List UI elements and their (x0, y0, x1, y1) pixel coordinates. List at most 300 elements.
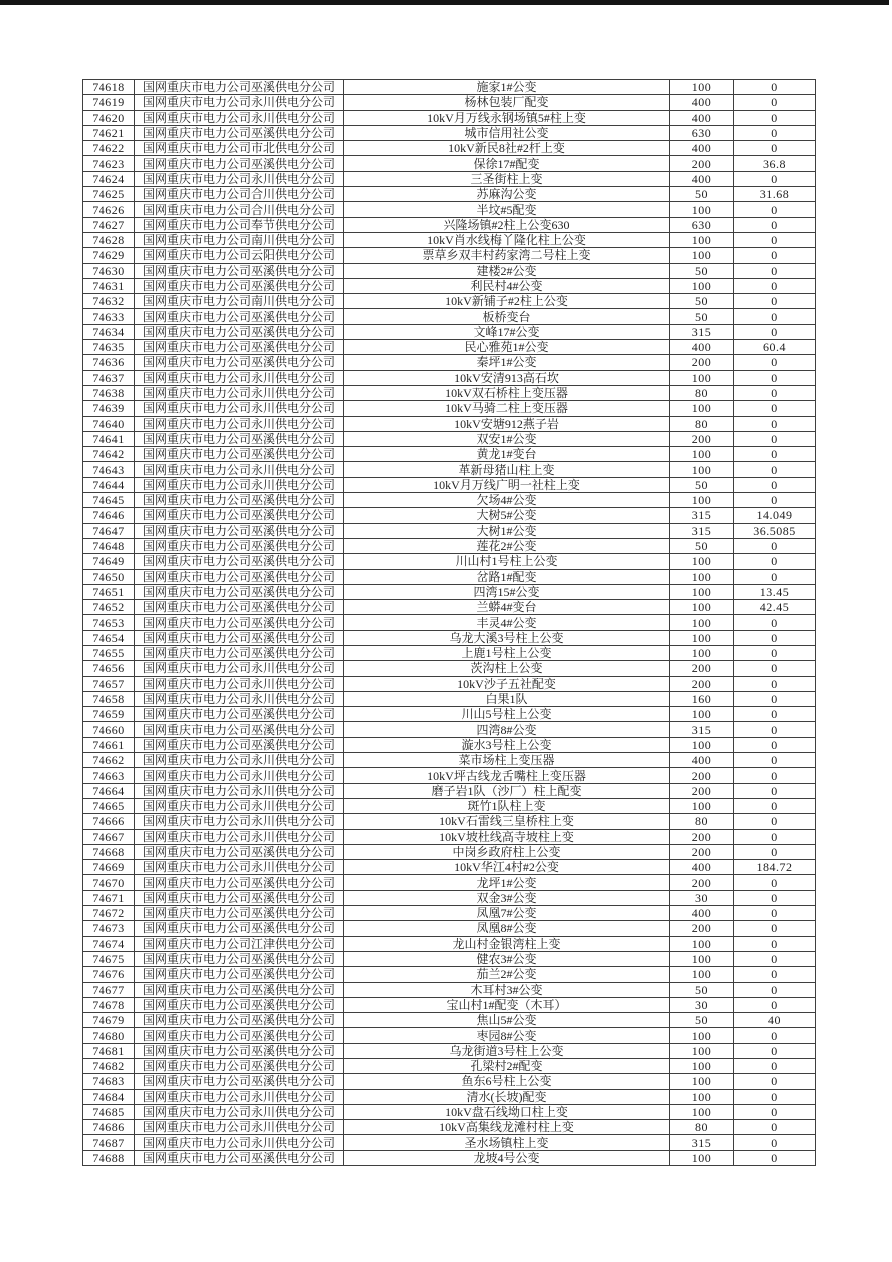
table-row (83, 676, 816, 691)
cell-transformer-name: 中岗乡政府柱上公变 (344, 844, 670, 859)
cell-record-id: 74649 (83, 554, 135, 569)
cell-value: 0 (734, 844, 816, 859)
cell-company: 国网重庆市电力公司巫溪供电分公司 (135, 844, 344, 859)
cell-record-id: 74639 (83, 401, 135, 416)
cell-value: 0 (734, 95, 816, 110)
cell-capacity: 200 (670, 783, 734, 798)
cell-company: 国网重庆市电力公司巫溪供电分公司 (135, 508, 344, 523)
table-row (83, 447, 816, 462)
table-row (83, 722, 816, 737)
cell-capacity: 50 (670, 982, 734, 997)
cell-record-id: 74619 (83, 95, 135, 110)
cell-value: 0 (734, 921, 816, 936)
table-row (83, 493, 816, 508)
table-row (83, 875, 816, 890)
table-row (83, 921, 816, 936)
table-row (83, 569, 816, 584)
cell-value: 0 (734, 1150, 816, 1165)
table-row (83, 110, 816, 125)
cell-transformer-name: 茨沟柱上公变 (344, 661, 670, 676)
cell-capacity: 100 (670, 1043, 734, 1058)
cell-transformer-name: 黄龙1#变台 (344, 447, 670, 462)
cell-transformer-name: 乌龙街道3号柱上公变 (344, 1043, 670, 1058)
cell-value: 0 (734, 431, 816, 446)
cell-company: 国网重庆市电力公司江津供电分公司 (135, 936, 344, 951)
table-row (83, 707, 816, 722)
cell-value: 0 (734, 661, 816, 676)
cell-company: 国网重庆市电力公司巫溪供电分公司 (135, 982, 344, 997)
cell-value: 13.45 (734, 584, 816, 599)
cell-transformer-name: 票草乡双丰村药家湾二号柱上变 (344, 248, 670, 263)
cell-company: 国网重庆市电力公司永川供电分公司 (135, 860, 344, 875)
table-row (83, 890, 816, 905)
table-row (83, 370, 816, 385)
cell-record-id: 74687 (83, 1135, 135, 1150)
cell-capacity: 100 (670, 493, 734, 508)
cell-record-id: 74668 (83, 844, 135, 859)
cell-value: 14.049 (734, 508, 816, 523)
cell-record-id: 74627 (83, 217, 135, 232)
cell-company: 国网重庆市电力公司永川供电分公司 (135, 95, 344, 110)
table-row (83, 798, 816, 813)
table-row (83, 416, 816, 431)
cell-record-id: 74618 (83, 80, 135, 95)
table-row (83, 600, 816, 615)
cell-capacity: 80 (670, 385, 734, 400)
cell-transformer-name: 圣水场镇柱上变 (344, 1135, 670, 1150)
cell-value: 0 (734, 890, 816, 905)
cell-record-id: 74658 (83, 691, 135, 706)
cell-capacity: 100 (670, 584, 734, 599)
table-row (83, 202, 816, 217)
cell-value: 0 (734, 232, 816, 247)
cell-record-id: 74620 (83, 110, 135, 125)
cell-capacity: 100 (670, 370, 734, 385)
cell-transformer-name: 秦坪1#公变 (344, 355, 670, 370)
cell-record-id: 74674 (83, 936, 135, 951)
cell-capacity: 100 (670, 936, 734, 951)
cell-capacity: 100 (670, 1074, 734, 1089)
cell-capacity: 400 (670, 95, 734, 110)
cell-transformer-name: 四湾15#公变 (344, 584, 670, 599)
cell-capacity: 200 (670, 355, 734, 370)
cell-capacity: 50 (670, 263, 734, 278)
cell-record-id: 74655 (83, 645, 135, 660)
cell-company: 国网重庆市电力公司云阳供电分公司 (135, 248, 344, 263)
cell-transformer-name: 欠场4#公变 (344, 493, 670, 508)
cell-capacity: 100 (670, 707, 734, 722)
table-row (83, 385, 816, 400)
cell-value: 0 (734, 110, 816, 125)
table-row (83, 1135, 816, 1150)
cell-value: 0 (734, 324, 816, 339)
cell-value: 0 (734, 722, 816, 737)
cell-record-id: 74671 (83, 890, 135, 905)
cell-transformer-name: 10kV安清913高石坎 (344, 370, 670, 385)
cell-company: 国网重庆市电力公司永川供电分公司 (135, 110, 344, 125)
cell-value: 0 (734, 401, 816, 416)
cell-record-id: 74684 (83, 1089, 135, 1104)
cell-company: 国网重庆市电力公司巫溪供电分公司 (135, 538, 344, 553)
cell-company: 国网重庆市电力公司永川供电分公司 (135, 370, 344, 385)
cell-value: 42.45 (734, 600, 816, 615)
cell-company: 国网重庆市电力公司巫溪供电分公司 (135, 340, 344, 355)
cell-record-id: 74660 (83, 722, 135, 737)
cell-record-id: 74641 (83, 431, 135, 446)
cell-record-id: 74638 (83, 385, 135, 400)
cell-transformer-name: 斑竹1队柱上变 (344, 798, 670, 813)
cell-company: 国网重庆市电力公司巫溪供电分公司 (135, 1074, 344, 1089)
cell-record-id: 74648 (83, 538, 135, 553)
cell-company: 国网重庆市电力公司永川供电分公司 (135, 753, 344, 768)
cell-capacity: 200 (670, 829, 734, 844)
cell-value: 0 (734, 1074, 816, 1089)
cell-record-id: 74682 (83, 1059, 135, 1074)
cell-transformer-name: 10kV月万线广明一社柱上变 (344, 477, 670, 492)
table-row (83, 783, 816, 798)
cell-record-id: 74651 (83, 584, 135, 599)
cell-transformer-name: 健农3#公变 (344, 951, 670, 966)
table-row (83, 171, 816, 186)
cell-transformer-name: 双金3#公变 (344, 890, 670, 905)
cell-company: 国网重庆市电力公司巫溪供电分公司 (135, 615, 344, 630)
cell-value: 0 (734, 554, 816, 569)
cell-capacity: 200 (670, 875, 734, 890)
cell-company: 国网重庆市电力公司永川供电分公司 (135, 462, 344, 477)
cell-capacity: 100 (670, 1104, 734, 1119)
transformer-table (82, 79, 816, 1166)
cell-company: 国网重庆市电力公司永川供电分公司 (135, 1120, 344, 1135)
cell-capacity: 400 (670, 906, 734, 921)
cell-value: 0 (734, 814, 816, 829)
cell-value: 0 (734, 462, 816, 477)
cell-company: 国网重庆市电力公司巫溪供电分公司 (135, 447, 344, 462)
table-row (83, 844, 816, 859)
cell-capacity: 100 (670, 554, 734, 569)
cell-transformer-name: 木耳村3#公变 (344, 982, 670, 997)
cell-company: 国网重庆市电力公司永川供电分公司 (135, 661, 344, 676)
cell-record-id: 74634 (83, 324, 135, 339)
cell-company: 国网重庆市电力公司合川供电分公司 (135, 187, 344, 202)
cell-value: 0 (734, 798, 816, 813)
cell-value: 0 (734, 676, 816, 691)
table-row (83, 294, 816, 309)
cell-transformer-name: 保徐17#配变 (344, 156, 670, 171)
cell-record-id: 74642 (83, 447, 135, 462)
cell-transformer-name: 10kV沙子五社配变 (344, 676, 670, 691)
cell-transformer-name: 磨子岩1队（沙厂）柱上配变 (344, 783, 670, 798)
cell-value: 0 (734, 906, 816, 921)
cell-value: 60.4 (734, 340, 816, 355)
cell-company: 国网重庆市电力公司巫溪供电分公司 (135, 278, 344, 293)
table-row (83, 401, 816, 416)
cell-capacity: 100 (670, 202, 734, 217)
cell-record-id: 74654 (83, 630, 135, 645)
cell-transformer-name: 川山5号柱上公变 (344, 707, 670, 722)
cell-value: 31.68 (734, 187, 816, 202)
cell-transformer-name: 10kV华江4村#2公变 (344, 860, 670, 875)
cell-capacity: 200 (670, 676, 734, 691)
cell-company: 国网重庆市电力公司永川供电分公司 (135, 477, 344, 492)
table-row (83, 431, 816, 446)
cell-transformer-name: 文峰17#公变 (344, 324, 670, 339)
cell-value: 0 (734, 645, 816, 660)
cell-value: 0 (734, 936, 816, 951)
cell-transformer-name: 民心雅苑1#公变 (344, 340, 670, 355)
table-row (83, 615, 816, 630)
cell-company: 国网重庆市电力公司永川供电分公司 (135, 171, 344, 186)
cell-record-id: 74680 (83, 1028, 135, 1043)
cell-record-id: 74652 (83, 600, 135, 615)
cell-company: 国网重庆市电力公司巫溪供电分公司 (135, 707, 344, 722)
cell-company: 国网重庆市电力公司南川供电分公司 (135, 294, 344, 309)
cell-company: 国网重庆市电力公司巫溪供电分公司 (135, 1028, 344, 1043)
cell-transformer-name: 宝山村1#配变（木耳） (344, 997, 670, 1012)
cell-transformer-name: 四湾8#公变 (344, 722, 670, 737)
table-row (83, 1104, 816, 1119)
table-row (83, 967, 816, 982)
cell-transformer-name: 兰蟒4#变台 (344, 600, 670, 615)
cell-transformer-name: 10kV坡杜线高寺坡柱上变 (344, 829, 670, 844)
cell-value: 0 (734, 569, 816, 584)
cell-transformer-name: 岔路1#配变 (344, 569, 670, 584)
cell-record-id: 74625 (83, 187, 135, 202)
cell-value: 0 (734, 997, 816, 1012)
table-row (83, 661, 816, 676)
cell-transformer-name: 10kV高集线龙滩村柱上变 (344, 1120, 670, 1135)
cell-company: 国网重庆市电力公司永川供电分公司 (135, 798, 344, 813)
cell-record-id: 74678 (83, 997, 135, 1012)
window-top-bar (0, 0, 889, 5)
cell-record-id: 74683 (83, 1074, 135, 1089)
cell-value: 0 (734, 278, 816, 293)
cell-company: 国网重庆市电力公司巫溪供电分公司 (135, 263, 344, 278)
cell-capacity: 100 (670, 645, 734, 660)
cell-record-id: 74688 (83, 1150, 135, 1165)
cell-capacity: 315 (670, 722, 734, 737)
cell-value: 0 (734, 263, 816, 278)
cell-transformer-name: 上鹿1号柱上公变 (344, 645, 670, 660)
cell-transformer-name: 凤凰8#公变 (344, 921, 670, 936)
cell-capacity: 400 (670, 141, 734, 156)
table-row (83, 630, 816, 645)
table-row (83, 1074, 816, 1089)
cell-record-id: 74632 (83, 294, 135, 309)
cell-record-id: 74643 (83, 462, 135, 477)
cell-transformer-name: 利民村4#公变 (344, 278, 670, 293)
cell-transformer-name: 10kV盘石线坳口柱上变 (344, 1104, 670, 1119)
table-row (83, 80, 816, 95)
cell-value: 36.5085 (734, 523, 816, 538)
cell-company: 国网重庆市电力公司永川供电分公司 (135, 1089, 344, 1104)
cell-company: 国网重庆市电力公司巫溪供电分公司 (135, 80, 344, 95)
table-row (83, 860, 816, 875)
cell-company: 国网重庆市电力公司巫溪供电分公司 (135, 967, 344, 982)
cell-value: 40 (734, 1013, 816, 1028)
cell-capacity: 100 (670, 248, 734, 263)
cell-company: 国网重庆市电力公司永川供电分公司 (135, 416, 344, 431)
cell-value: 0 (734, 875, 816, 890)
table-row (83, 309, 816, 324)
cell-capacity: 100 (670, 401, 734, 416)
cell-capacity: 100 (670, 80, 734, 95)
cell-company: 国网重庆市电力公司巫溪供电分公司 (135, 921, 344, 936)
table-row (83, 187, 816, 202)
cell-record-id: 74630 (83, 263, 135, 278)
cell-value: 0 (734, 1135, 816, 1150)
cell-capacity: 80 (670, 416, 734, 431)
cell-transformer-name: 革新母猪山柱上变 (344, 462, 670, 477)
cell-record-id: 74653 (83, 615, 135, 630)
table-row (83, 645, 816, 660)
cell-record-id: 74635 (83, 340, 135, 355)
table-row (83, 355, 816, 370)
cell-company: 国网重庆市电力公司巫溪供电分公司 (135, 951, 344, 966)
table-row (83, 340, 816, 355)
table-row (83, 232, 816, 247)
cell-company: 国网重庆市电力公司永川供电分公司 (135, 783, 344, 798)
cell-value: 0 (734, 691, 816, 706)
cell-record-id: 74670 (83, 875, 135, 890)
cell-transformer-name: 鱼东6号柱上公变 (344, 1074, 670, 1089)
cell-capacity: 100 (670, 278, 734, 293)
cell-company: 国网重庆市电力公司巫溪供电分公司 (135, 1150, 344, 1165)
cell-record-id: 74622 (83, 141, 135, 156)
table-row (83, 1059, 816, 1074)
cell-transformer-name: 10kV新铺子#2柱上公变 (344, 294, 670, 309)
cell-value: 0 (734, 630, 816, 645)
cell-transformer-name: 三圣街柱上变 (344, 171, 670, 186)
cell-company: 国网重庆市电力公司巫溪供电分公司 (135, 1013, 344, 1028)
table-row (83, 141, 816, 156)
cell-company: 国网重庆市电力公司巫溪供电分公司 (135, 584, 344, 599)
cell-company: 国网重庆市电力公司巫溪供电分公司 (135, 997, 344, 1012)
cell-company: 国网重庆市电力公司巫溪供电分公司 (135, 125, 344, 140)
cell-value: 0 (734, 615, 816, 630)
cell-company: 国网重庆市电力公司永川供电分公司 (135, 401, 344, 416)
table-row (83, 508, 816, 523)
cell-transformer-name: 大树1#公变 (344, 523, 670, 538)
cell-record-id: 74626 (83, 202, 135, 217)
cell-value: 0 (734, 294, 816, 309)
table-row (83, 936, 816, 951)
cell-capacity: 100 (670, 600, 734, 615)
cell-transformer-name: 半坟#5配变 (344, 202, 670, 217)
cell-capacity: 80 (670, 1120, 734, 1135)
cell-value: 0 (734, 982, 816, 997)
cell-capacity: 100 (670, 615, 734, 630)
cell-value: 0 (734, 370, 816, 385)
cell-record-id: 74628 (83, 232, 135, 247)
cell-transformer-name: 大树5#公变 (344, 508, 670, 523)
cell-company: 国网重庆市电力公司巫溪供电分公司 (135, 645, 344, 660)
cell-record-id: 74621 (83, 125, 135, 140)
cell-record-id: 74657 (83, 676, 135, 691)
cell-capacity: 100 (670, 630, 734, 645)
cell-company: 国网重庆市电力公司永川供电分公司 (135, 676, 344, 691)
cell-transformer-name: 龙坪1#公变 (344, 875, 670, 890)
cell-record-id: 74662 (83, 753, 135, 768)
cell-record-id: 74656 (83, 661, 135, 676)
cell-record-id: 74624 (83, 171, 135, 186)
cell-transformer-name: 焦山5#公变 (344, 1013, 670, 1028)
cell-record-id: 74645 (83, 493, 135, 508)
cell-transformer-name: 菜市场柱上变压器 (344, 753, 670, 768)
cell-company: 国网重庆市电力公司巫溪供电分公司 (135, 906, 344, 921)
cell-value: 0 (734, 1059, 816, 1074)
cell-capacity: 30 (670, 890, 734, 905)
cell-value: 0 (734, 783, 816, 798)
cell-value: 0 (734, 1043, 816, 1058)
cell-value: 0 (734, 967, 816, 982)
cell-value: 0 (734, 202, 816, 217)
cell-capacity: 100 (670, 569, 734, 584)
cell-record-id: 74644 (83, 477, 135, 492)
cell-company: 国网重庆市电力公司巫溪供电分公司 (135, 493, 344, 508)
cell-transformer-name: 施家1#公变 (344, 80, 670, 95)
cell-capacity: 100 (670, 1028, 734, 1043)
cell-company: 国网重庆市电力公司巫溪供电分公司 (135, 737, 344, 752)
table-row (83, 1013, 816, 1028)
table-row (83, 1150, 816, 1165)
cell-value: 0 (734, 829, 816, 844)
cell-value: 0 (734, 171, 816, 186)
cell-record-id: 74661 (83, 737, 135, 752)
cell-capacity: 100 (670, 967, 734, 982)
cell-record-id: 74636 (83, 355, 135, 370)
cell-capacity: 80 (670, 814, 734, 829)
cell-value: 0 (734, 951, 816, 966)
cell-transformer-name: 龙山村金银湾柱上变 (344, 936, 670, 951)
cell-transformer-name: 苏麻沟公变 (344, 187, 670, 202)
cell-transformer-name: 10kV肖水线梅丫隆化柱上公变 (344, 232, 670, 247)
cell-capacity: 200 (670, 431, 734, 446)
cell-transformer-name: 漩水3号柱上公变 (344, 737, 670, 752)
cell-company: 国网重庆市电力公司巫溪供电分公司 (135, 722, 344, 737)
table-row (83, 691, 816, 706)
cell-capacity: 200 (670, 921, 734, 936)
table-row (83, 906, 816, 921)
cell-record-id: 74663 (83, 768, 135, 783)
cell-value: 0 (734, 141, 816, 156)
cell-capacity: 315 (670, 1135, 734, 1150)
cell-transformer-name: 10kV双石桥柱上变压器 (344, 385, 670, 400)
table-row (83, 997, 816, 1012)
cell-record-id: 74669 (83, 860, 135, 875)
cell-transformer-name: 杨林包装厂配变 (344, 95, 670, 110)
cell-value: 0 (734, 1089, 816, 1104)
cell-transformer-name: 10kV新民8社#2杆上变 (344, 141, 670, 156)
cell-company: 国网重庆市电力公司永川供电分公司 (135, 768, 344, 783)
cell-record-id: 74665 (83, 798, 135, 813)
cell-transformer-name: 丰灵4#公变 (344, 615, 670, 630)
cell-record-id: 74673 (83, 921, 135, 936)
cell-transformer-name: 清水(长坡)配变 (344, 1089, 670, 1104)
cell-company: 国网重庆市电力公司巫溪供电分公司 (135, 569, 344, 584)
cell-capacity: 200 (670, 661, 734, 676)
cell-company: 国网重庆市电力公司巫溪供电分公司 (135, 630, 344, 645)
cell-capacity: 100 (670, 1059, 734, 1074)
table-row (83, 768, 816, 783)
cell-company: 国网重庆市电力公司巫溪供电分公司 (135, 156, 344, 171)
cell-record-id: 74623 (83, 156, 135, 171)
cell-transformer-name: 10kV石雷线三皇桥柱上变 (344, 814, 670, 829)
cell-value: 0 (734, 80, 816, 95)
cell-capacity: 200 (670, 768, 734, 783)
cell-company: 国网重庆市电力公司巫溪供电分公司 (135, 309, 344, 324)
cell-record-id: 74679 (83, 1013, 135, 1028)
cell-company: 国网重庆市电力公司巫溪供电分公司 (135, 1059, 344, 1074)
